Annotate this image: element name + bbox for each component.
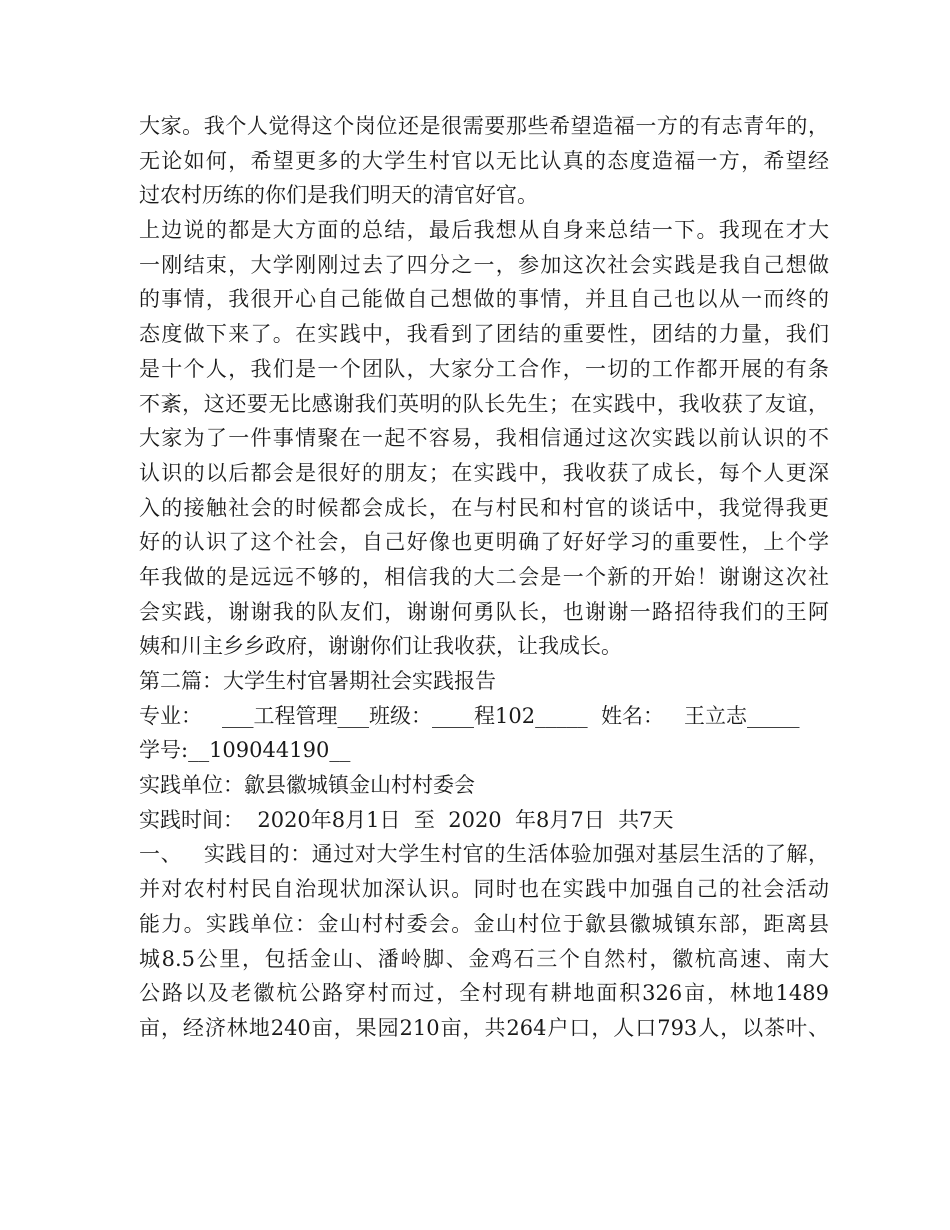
text-line: 大家为了一件事情聚在一起不容易，我相信通过这次实践以前认识的不 xyxy=(139,426,829,451)
info-line-major-class-name: 专业： ___工程管理___班级：____程102_____ 姓名： 王立志_____ xyxy=(139,703,800,728)
text-line: 亩，经济林地240亩，果园210亩，共264户口，人口793人，以茶叶、 xyxy=(139,1015,829,1040)
text-line: 大家。我个人觉得这个岗位还是很需要那些希望造福一方的有志青年的， xyxy=(139,114,829,138)
text-line: 认识的以后都会是很好的朋友；在实践中，我收获了成长，每个人更深 xyxy=(139,460,829,485)
info-line-practice-unit: 实践单位：歙县徽城镇金山村村委会 xyxy=(139,773,475,798)
text-line: 公路以及老徽杭公路穿村而过，全村现有耕地面积326亩，林地1489 xyxy=(139,981,829,1006)
text-line: 并对农村村民自治现状加深认识。同时也在实践中加强自己的社会活动 xyxy=(139,877,829,902)
section-heading: 第二篇：大学生村官暑期社会实践报告 xyxy=(139,669,496,693)
text-line: 年我做的是远远不够的，相信我的大二会是一个新的开始！谢谢这次社 xyxy=(139,564,829,589)
info-line-practice-time: 实践时间： 2020年8月1日 至 2020 年8月7日 共7天 xyxy=(139,807,674,832)
text-line: 的事情，我很开心自己能做自己想做的事情，并且自己也以从一而终的 xyxy=(139,287,829,312)
text-line: 能力。实践单位：金山村村委会。金山村位于歙县徽城镇东部，距离县 xyxy=(139,911,829,936)
text-line: 好的认识了这个社会，自己好像也更明确了好好学习的重要性，上个学 xyxy=(139,530,829,555)
text-line: 是十个人，我们是一个团队，大家分工合作，一切的工作都开展的有条 xyxy=(139,356,829,381)
text-line: 姨和川主乡乡政府，谢谢你们让我收获，让我成长。 xyxy=(139,634,622,659)
text-line: 过农村历练的你们是我们明天的清官好官。 xyxy=(139,183,538,208)
document-page xyxy=(139,109,829,1046)
text-line: 无论如何，希望更多的大学生村官以无比认真的态度造福一方，希望经 xyxy=(139,148,829,173)
text-line: 城8.5公里，包括金山、潘岭脚、金鸡石三个自然村，徽杭高速、南大 xyxy=(139,946,829,971)
text-line: 不紊，这还要无比感谢我们英明的队长先生；在实践中，我收获了友谊， xyxy=(139,391,829,416)
info-line-student-id: 学号:__109044190__ xyxy=(139,738,351,763)
text-line: 会实践，谢谢我的队友们，谢谢何勇队长，也谢谢一路招待我们的王阿 xyxy=(139,599,829,624)
text-line: 入的接触社会的时候都会成长，在与村民和村官的谈话中，我觉得我更 xyxy=(139,495,829,520)
text-line: 上边说的都是大方面的总结，最后我想从自身来总结一下。我现在才大 xyxy=(139,218,829,243)
text-line: 一刚结束，大学刚刚过去了四分之一，参加这次社会实践是我自己想做 xyxy=(139,252,829,277)
text-line: 态度做下来了。在实践中，我看到了团结的重要性，团结的力量，我们 xyxy=(139,322,829,347)
text-line: 一、 实践目的：通过对大学生村官的生活体验加强对基层生活的了解， xyxy=(139,842,829,867)
